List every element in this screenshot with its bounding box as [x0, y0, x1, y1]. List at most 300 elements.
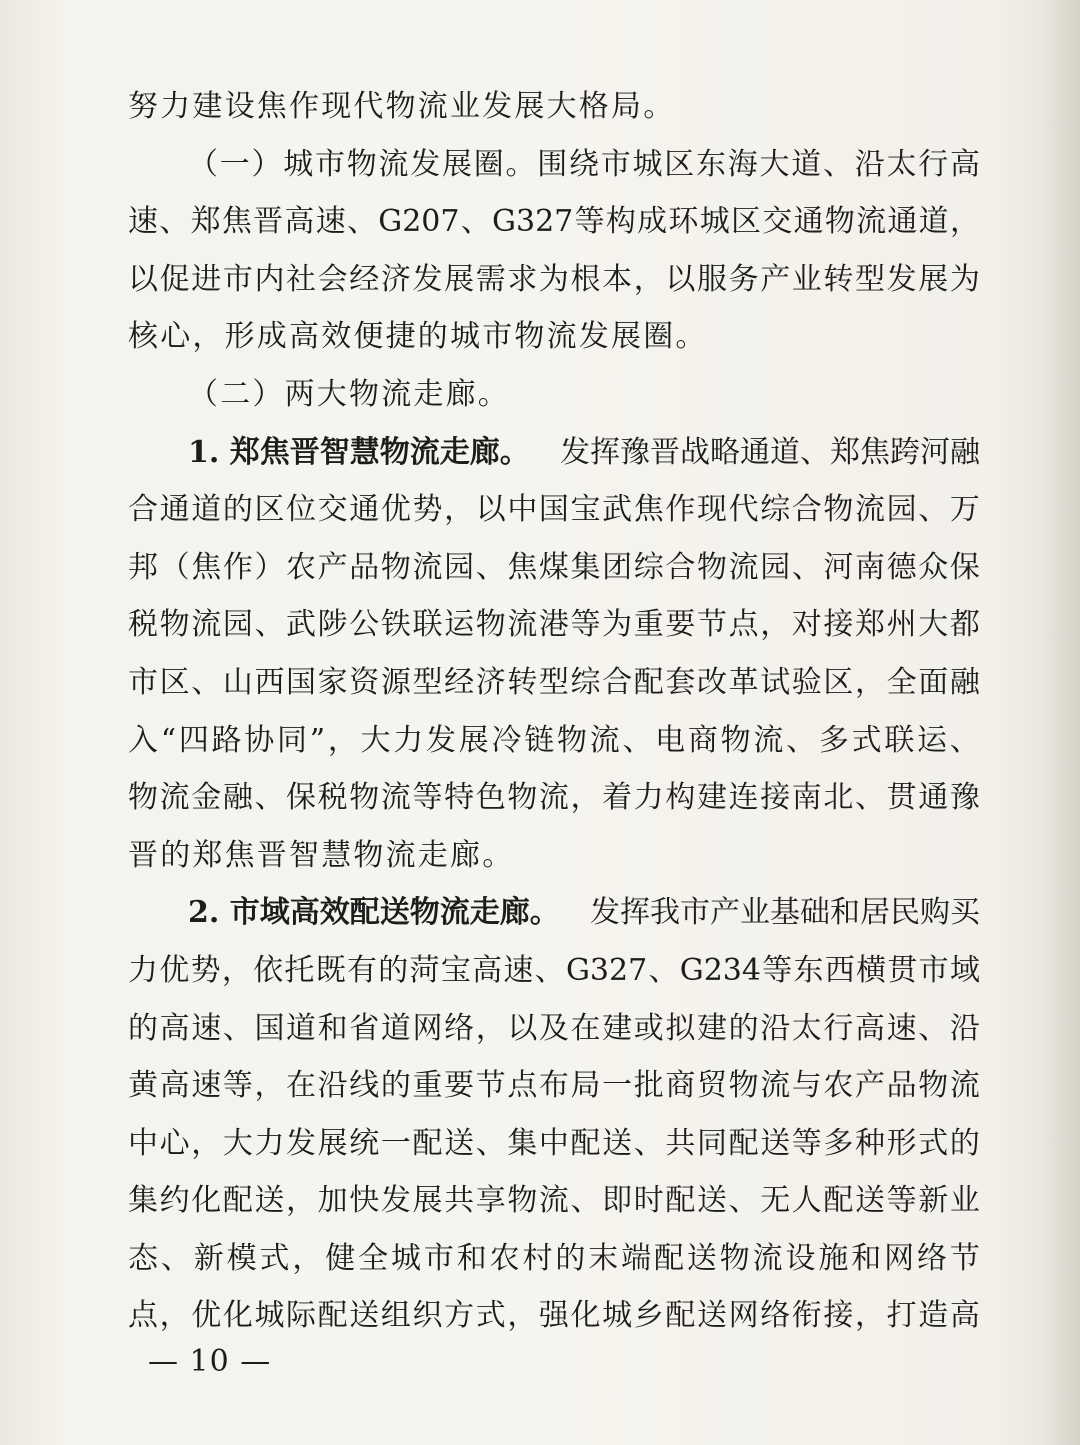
- text-glyph: 化: [570, 1298, 601, 1334]
- text-glyph: 。: [505, 146, 536, 182]
- text-glyph: 集: [570, 549, 601, 585]
- text-glyph: 物: [719, 1240, 750, 1276]
- text-glyph: 资: [349, 664, 380, 700]
- text-glyph: 焦: [507, 549, 538, 585]
- text-glyph: 道: [791, 146, 822, 182]
- text-glyph: 送: [696, 1298, 727, 1334]
- text-glyph: 配: [570, 1125, 601, 1161]
- text-glyph: 菏: [409, 952, 440, 988]
- text-glyph: 大: [222, 1125, 253, 1161]
- text-glyph: 全: [886, 664, 917, 700]
- text-glyph: 、: [346, 204, 377, 240]
- text-line: [128, 1057, 980, 1115]
- text-glyph: 业: [949, 1183, 980, 1219]
- text-line: [128, 712, 980, 770]
- text-glyph: 线: [349, 1068, 380, 1104]
- text-glyph: 布: [538, 1068, 569, 1104]
- text-glyph: （: [188, 146, 218, 182]
- text-glyph: 城: [283, 146, 314, 182]
- text-glyph: 试: [760, 664, 791, 700]
- text-glyph: 多: [818, 722, 849, 758]
- text-glyph: ，: [949, 204, 980, 240]
- text-glyph: ，: [327, 722, 358, 758]
- text-glyph: 点: [128, 1298, 158, 1334]
- text-glyph: 豫: [949, 780, 980, 816]
- text-glyph: 健: [325, 1240, 356, 1276]
- text-glyph: 区: [664, 146, 695, 182]
- text-glyph: 势: [190, 952, 221, 988]
- text-glyph: 及: [538, 1010, 569, 1046]
- text-glyph: 郑: [855, 607, 886, 643]
- text-glyph: 型: [412, 664, 443, 700]
- text-glyph: 转: [507, 664, 538, 700]
- text-glyph: 物: [475, 607, 506, 643]
- text-glyph: 作: [222, 549, 253, 585]
- subsection-title: 1. 郑焦晋智慧物流走廊。: [188, 434, 530, 470]
- text-glyph: 沿: [760, 1010, 791, 1046]
- text-glyph: 物: [128, 780, 158, 816]
- text-glyph: ，: [855, 1298, 886, 1334]
- text-glyph: 环: [668, 204, 699, 240]
- text-glyph: 链: [524, 722, 555, 758]
- text-glyph: 配: [633, 664, 664, 700]
- text-glyph: 都: [949, 607, 980, 643]
- text-glyph: 武: [286, 607, 317, 643]
- text-glyph: 业: [791, 261, 822, 297]
- text-glyph: 市: [128, 664, 158, 700]
- text-glyph: 产: [760, 261, 791, 297]
- text-glyph: 东: [793, 952, 824, 988]
- text-glyph: 套: [665, 664, 696, 700]
- text-glyph: 运: [917, 722, 948, 758]
- text-line: [128, 78, 980, 136]
- text-glyph: 山: [222, 664, 253, 700]
- text-glyph: 服: [696, 261, 727, 297]
- text-glyph: 、: [918, 492, 949, 528]
- text-glyph: 物: [824, 204, 855, 240]
- text-glyph: 依: [253, 952, 284, 988]
- text-glyph: 运: [444, 607, 475, 643]
- text-glyph: 施: [818, 1240, 849, 1276]
- text-glyph: 重: [633, 607, 664, 643]
- text-glyph: 端: [621, 1240, 652, 1276]
- text-glyph: 联: [884, 722, 915, 758]
- text-glyph: 享: [475, 1183, 506, 1219]
- text-glyph: 送: [444, 1125, 475, 1161]
- text-glyph: 配: [317, 1298, 348, 1334]
- text-glyph: ，: [254, 1068, 285, 1104]
- text-glyph: 国: [538, 492, 569, 528]
- text-glyph: 济: [380, 261, 411, 297]
- text-glyph: 物: [349, 780, 380, 816]
- text-glyph: 农: [489, 1240, 520, 1276]
- text-glyph: G207: [378, 204, 460, 240]
- text-glyph: 转: [823, 261, 854, 297]
- text-glyph: 送: [602, 1125, 633, 1161]
- text-glyph: 众: [918, 549, 949, 585]
- text-glyph: 展: [444, 261, 475, 297]
- text-glyph: 流: [728, 549, 759, 585]
- text-glyph: 加: [317, 1183, 348, 1219]
- text-glyph: 中: [128, 1125, 158, 1161]
- text-glyph: 行: [823, 1010, 854, 1046]
- text-glyph: 对: [791, 607, 822, 643]
- text-glyph: 的: [728, 1010, 759, 1046]
- text-glyph: 贯: [886, 780, 917, 816]
- text-glyph: 的: [949, 1125, 980, 1161]
- text-glyph: 南: [791, 780, 822, 816]
- text-glyph: 人: [791, 1183, 822, 1219]
- text-glyph: 革: [728, 664, 759, 700]
- text-glyph: 建: [696, 1010, 727, 1046]
- text-glyph: 、: [191, 664, 222, 700]
- line-text: 发挥豫晋战略通道、郑焦跨河融: [560, 434, 980, 470]
- text-glyph: 一: [219, 146, 250, 182]
- text-glyph: 快: [349, 1183, 380, 1219]
- text-glyph: 络: [917, 1240, 947, 1276]
- text-glyph: 优: [380, 492, 411, 528]
- text-glyph: 内: [254, 261, 285, 297]
- text-glyph: 配: [222, 1183, 253, 1219]
- text-glyph: 流: [753, 722, 784, 758]
- text-glyph: 共: [444, 1183, 475, 1219]
- text-glyph: 邦: [128, 549, 158, 585]
- text-glyph: 流: [855, 492, 886, 528]
- text-glyph: 的: [555, 1240, 586, 1276]
- text-glyph: 物: [823, 492, 854, 528]
- text-glyph: 在: [286, 1068, 317, 1104]
- text-glyph: 特: [444, 780, 475, 816]
- text-glyph: 的: [378, 952, 409, 988]
- text-glyph: 合: [791, 492, 822, 528]
- text-glyph: 城: [254, 1298, 285, 1334]
- text-glyph: 市: [315, 146, 345, 182]
- text-glyph: 接: [760, 780, 791, 816]
- text-glyph: 力: [633, 780, 664, 816]
- document-body: [128, 78, 980, 1345]
- text-glyph: 送: [686, 1240, 717, 1276]
- text-glyph: 流: [380, 780, 411, 816]
- text-glyph: 品: [886, 1068, 917, 1104]
- text-glyph: 无: [760, 1183, 791, 1219]
- text-glyph: 务: [728, 261, 759, 297]
- line-text: 努力建设焦作现代物流业发展大格局。: [128, 89, 676, 124]
- text-glyph: 围: [537, 146, 568, 182]
- text-glyph: 设: [785, 1240, 816, 1276]
- text-glyph: 验: [791, 664, 822, 700]
- text-line: [128, 1000, 980, 1058]
- text-glyph: 送: [855, 1183, 886, 1219]
- text-glyph: 城: [602, 1298, 633, 1334]
- text-glyph: 面: [918, 664, 949, 700]
- text-glyph: 一: [380, 1125, 411, 1161]
- text-glyph: 模: [226, 1240, 257, 1276]
- text-glyph: 铁: [380, 607, 411, 643]
- text-glyph: 作: [665, 492, 696, 528]
- text-glyph: ，: [855, 664, 886, 700]
- text-glyph: 圈: [473, 146, 504, 182]
- text-glyph: 商: [665, 1068, 696, 1104]
- text-glyph: 速: [503, 952, 534, 988]
- text-glyph: 社: [286, 261, 317, 297]
- text-glyph: 家: [317, 664, 348, 700]
- text-glyph: 速: [315, 204, 346, 240]
- page-number: — 10 —: [148, 1344, 272, 1379]
- text-glyph: 物: [728, 1068, 759, 1104]
- text-glyph: 全: [358, 1240, 389, 1276]
- text-glyph: 发: [886, 261, 917, 297]
- text-line: [128, 539, 980, 597]
- text-glyph: ，: [570, 780, 601, 816]
- text-glyph: 配: [823, 1183, 854, 1219]
- text-glyph: 大: [918, 607, 949, 643]
- text-glyph: 送: [696, 1183, 727, 1219]
- text-glyph: 打: [886, 1298, 917, 1334]
- text-glyph: 村: [522, 1240, 553, 1276]
- text-glyph: 道: [286, 1010, 317, 1046]
- text-glyph: 园: [444, 549, 475, 585]
- text-glyph: 配: [412, 1125, 443, 1161]
- text-glyph: 物: [380, 549, 411, 585]
- text-glyph: 接: [823, 607, 854, 643]
- text-glyph: 或: [633, 1010, 664, 1046]
- text-glyph: 高: [472, 952, 503, 988]
- text-glyph: 、: [949, 722, 980, 758]
- text-glyph: 物: [720, 722, 751, 758]
- text-glyph: 即: [602, 1183, 633, 1219]
- text-glyph: 型: [538, 664, 569, 700]
- text-line: [128, 1230, 980, 1288]
- text-glyph: 郑: [190, 204, 221, 240]
- text-glyph: 和: [851, 1240, 882, 1276]
- line-text: 核心，形成高效便捷的城市物流发展圈。: [128, 319, 708, 355]
- page-edge-shadow: [1040, 0, 1080, 1445]
- text-glyph: 宝: [440, 952, 471, 988]
- text-glyph: 一: [602, 1068, 633, 1104]
- text-glyph: 等: [412, 780, 443, 816]
- text-glyph: 流: [538, 1183, 569, 1219]
- text-glyph: 高: [284, 204, 315, 240]
- text-glyph: 武: [602, 492, 633, 528]
- text-line: [128, 1172, 980, 1230]
- text-glyph: 以: [665, 261, 696, 297]
- text-glyph: 流: [191, 607, 222, 643]
- text-line: [128, 481, 980, 539]
- text-glyph: 网: [412, 1010, 443, 1046]
- text-glyph: 织: [412, 1298, 443, 1334]
- text-glyph: 本: [602, 261, 633, 297]
- text-glyph: 、: [254, 780, 285, 816]
- text-glyph: 城: [391, 1240, 421, 1276]
- text-glyph: 速: [128, 204, 158, 240]
- text-glyph: 的: [380, 1068, 411, 1104]
- text-glyph: 共: [665, 1125, 696, 1161]
- text-glyph: 现: [696, 492, 727, 528]
- text-glyph: 、: [622, 722, 653, 758]
- text-glyph: 要: [444, 1068, 475, 1104]
- text-glyph: 高: [950, 146, 980, 182]
- text-glyph: 发: [380, 1183, 411, 1219]
- text-glyph: 物: [556, 722, 587, 758]
- text-glyph: 拟: [665, 1010, 696, 1046]
- text-glyph: 城: [699, 204, 730, 240]
- text-line: [128, 193, 980, 251]
- text-glyph: 、: [534, 952, 565, 988]
- text-glyph: 、: [786, 722, 817, 758]
- text-glyph: ，: [292, 1240, 323, 1276]
- text-glyph: 促: [159, 261, 190, 297]
- text-glyph: 焦: [191, 549, 222, 585]
- text-glyph: 流: [412, 549, 443, 585]
- text-glyph: 通: [918, 780, 949, 816]
- text-glyph: 多: [823, 1125, 854, 1161]
- section-heading: [128, 366, 980, 424]
- text-glyph: 展: [412, 1183, 443, 1219]
- text-glyph: 物: [507, 1183, 538, 1219]
- text-glyph: 太: [791, 1010, 822, 1046]
- text-glyph: 路: [211, 722, 242, 758]
- text-glyph: 力: [128, 952, 158, 988]
- text-glyph: 税: [317, 780, 348, 816]
- text-glyph: 点: [507, 1068, 538, 1104]
- text-glyph: 统: [349, 1125, 380, 1161]
- text-glyph: 区: [159, 664, 190, 700]
- text-glyph: 会: [317, 261, 348, 297]
- text-glyph: 高: [159, 1010, 190, 1046]
- text-glyph: ）: [251, 146, 282, 182]
- text-glyph: 高: [855, 1010, 886, 1046]
- text-line: [128, 884, 980, 942]
- text-glyph: 力: [254, 1125, 285, 1161]
- text-glyph: 速: [191, 1068, 222, 1104]
- text-glyph: 济: [475, 664, 506, 700]
- text-glyph: 海: [727, 146, 758, 182]
- text-glyph: 综: [633, 549, 664, 585]
- text-glyph: 公: [349, 607, 380, 643]
- text-glyph: 南: [855, 549, 886, 585]
- text-glyph: 集: [507, 1125, 538, 1161]
- text-glyph: 、: [728, 1183, 759, 1219]
- text-glyph: 为: [538, 261, 569, 297]
- text-glyph: ，: [286, 1183, 317, 1219]
- text-glyph: ，: [159, 1298, 190, 1334]
- text-glyph: 中: [507, 492, 538, 528]
- text-glyph: 宝: [570, 492, 601, 528]
- text-glyph: 约: [159, 1183, 190, 1219]
- text-glyph: G327: [492, 204, 574, 240]
- text-glyph: 园: [760, 549, 791, 585]
- text-glyph: 络: [444, 1010, 475, 1046]
- text-glyph: 速: [191, 1010, 222, 1046]
- text-glyph: 局: [570, 1068, 601, 1104]
- text-glyph: 、: [222, 1010, 253, 1046]
- text-glyph: 势: [412, 492, 443, 528]
- text-glyph: 托: [284, 952, 315, 988]
- text-glyph: 市: [918, 952, 949, 988]
- text-glyph: 、: [159, 204, 190, 240]
- text-glyph: 连: [728, 780, 759, 816]
- text-glyph: 流: [752, 1240, 783, 1276]
- text-glyph: 种: [855, 1125, 886, 1161]
- text-glyph: 与: [791, 1068, 822, 1104]
- text-glyph: 际: [286, 1298, 317, 1334]
- text-glyph: 合: [602, 664, 633, 700]
- heading-text: （二）两大物流走廊。: [188, 376, 510, 412]
- text-glyph: 展: [458, 722, 489, 758]
- text-glyph: 大: [759, 146, 790, 182]
- text-glyph: 和: [456, 1240, 487, 1276]
- text-line: [128, 1115, 980, 1173]
- text-glyph: 物: [159, 607, 190, 643]
- text-glyph: 流: [159, 780, 190, 816]
- text-glyph: 型: [855, 261, 886, 297]
- text-glyph: ）: [254, 549, 285, 585]
- text-glyph: 市: [423, 1240, 454, 1276]
- text-glyph: 心: [159, 1125, 190, 1161]
- text-glyph: 园: [886, 492, 917, 528]
- text-glyph: 等: [886, 1183, 917, 1219]
- text-line: [128, 308, 980, 366]
- text-glyph: 道: [380, 1010, 411, 1046]
- text-glyph: 式: [475, 1298, 506, 1334]
- text-glyph: 、: [823, 146, 853, 182]
- text-glyph: 西: [254, 664, 285, 700]
- text-glyph: ”: [309, 722, 326, 758]
- text-glyph: 农: [823, 1068, 854, 1104]
- text-glyph: “: [160, 722, 177, 758]
- text-glyph: 万: [949, 492, 980, 528]
- text-glyph: 节: [475, 1068, 506, 1104]
- text-glyph: 物: [346, 146, 377, 182]
- text-glyph: G234: [679, 952, 761, 988]
- text-glyph: 配: [654, 1240, 684, 1276]
- text-glyph: 焦: [633, 492, 664, 528]
- text-glyph: 流: [378, 146, 409, 182]
- text-line: [128, 424, 980, 482]
- text-glyph: 展: [317, 1125, 348, 1161]
- text-glyph: 发: [426, 722, 457, 758]
- text-glyph: 建: [696, 780, 727, 816]
- text-glyph: 同: [277, 722, 308, 758]
- text-glyph: 化: [222, 1298, 253, 1334]
- text-glyph: 以: [128, 261, 158, 297]
- text-glyph: 横: [856, 952, 887, 988]
- text-glyph: 以: [507, 1010, 538, 1046]
- text-glyph: 送: [760, 1125, 791, 1161]
- text-glyph: 既: [315, 952, 346, 988]
- text-glyph: 通: [159, 492, 190, 528]
- text-glyph: ，: [221, 952, 252, 988]
- text-glyph: 构: [605, 204, 636, 240]
- text-glyph: 接: [823, 1298, 854, 1334]
- text-glyph: 、: [254, 607, 285, 643]
- text-glyph: 贯: [887, 952, 918, 988]
- text-glyph: 通: [887, 204, 918, 240]
- text-glyph: 高: [159, 1068, 190, 1104]
- text-glyph: 物: [696, 549, 727, 585]
- text-glyph: 配: [728, 1125, 759, 1161]
- text-glyph: 城: [632, 146, 663, 182]
- text-glyph: 沿: [854, 146, 885, 182]
- text-glyph: 乡: [633, 1298, 664, 1334]
- text-glyph: 同: [696, 1125, 727, 1161]
- text-glyph: 在: [570, 1010, 601, 1046]
- text-glyph: 道: [918, 204, 949, 240]
- text-glyph: 式: [918, 1125, 949, 1161]
- text-glyph: 四: [178, 722, 209, 758]
- text-glyph: ，: [760, 607, 791, 643]
- text-glyph: 经: [349, 261, 380, 297]
